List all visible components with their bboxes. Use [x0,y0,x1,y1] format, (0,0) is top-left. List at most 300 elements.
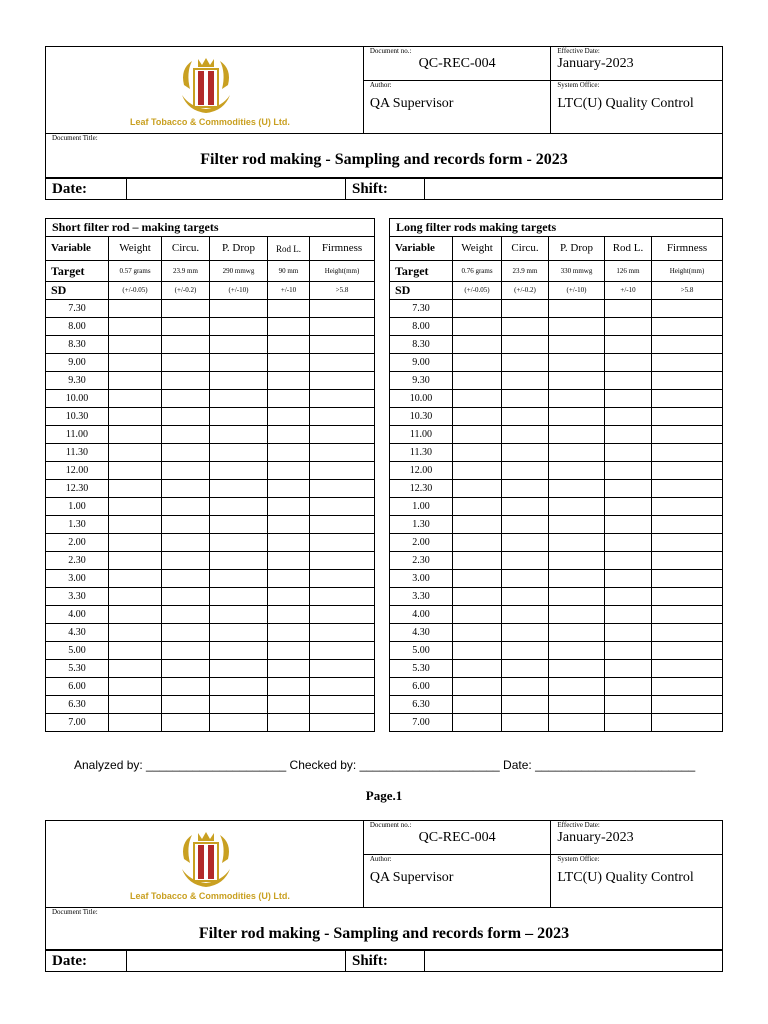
long-entry-cell[interactable] [605,426,652,444]
long-entry-cell[interactable] [502,660,549,678]
short-entry-cell[interactable] [162,678,210,696]
long-time-row [390,606,723,624]
long-entry-cell[interactable] [453,318,502,336]
short-entry-cell[interactable] [162,516,210,534]
long-entry-cell[interactable] [652,408,723,426]
long-entry-cell[interactable] [502,318,549,336]
short-sd-label: SD [46,282,109,300]
long-entry-cell[interactable] [549,606,605,624]
short-entry-cell[interactable] [210,408,268,426]
long-entry-cell[interactable] [652,534,723,552]
short-entry-cell[interactable] [109,516,162,534]
short-entry-cell[interactable] [109,480,162,498]
long-entry-cell[interactable] [502,390,549,408]
short-entry-cell[interactable] [210,696,268,714]
long-entry-cell[interactable] [549,300,605,318]
long-entry-cell[interactable] [605,318,652,336]
long-time-row [390,534,723,552]
short-entry-cell[interactable] [310,372,375,390]
effective-cell [551,47,723,81]
short-entry-cell[interactable] [268,462,310,480]
short-entry-cell[interactable] [210,300,268,318]
short-entry-cell[interactable] [109,390,162,408]
short-entry-cell[interactable] [210,552,268,570]
short-entry-cell[interactable] [162,336,210,354]
short-entry-cell[interactable] [109,570,162,588]
long-entry-cell[interactable] [549,498,605,516]
short-entry-cell[interactable] [162,372,210,390]
long-entry-cell[interactable] [652,480,723,498]
short-entry-cell[interactable] [162,534,210,552]
long-entry-cell[interactable] [502,714,549,732]
long-entry-cell[interactable] [453,462,502,480]
long-entry-cell[interactable] [605,372,652,390]
long-entry-cell[interactable] [605,714,652,732]
long-entry-cell[interactable] [453,642,502,660]
short-entry-cell[interactable] [310,336,375,354]
short-entry-cell[interactable] [268,624,310,642]
long-entry-cell[interactable] [605,642,652,660]
short-filter-table [45,218,375,732]
short-entry-cell[interactable] [109,678,162,696]
doc-title: Filter rod making - Sampling and records form - 2023 [200,151,568,168]
long-entry-cell[interactable] [652,660,723,678]
long-target-rodl: 126 mm [605,261,652,282]
long-entry-cell[interactable] [502,642,549,660]
short-entry-cell[interactable] [162,354,210,372]
short-entry-cell[interactable] [310,354,375,372]
short-entry-cell[interactable] [268,588,310,606]
long-entry-cell[interactable] [453,336,502,354]
short-target-rodl: 90 mm [268,261,310,282]
system-office-cell [551,855,723,908]
short-entry-cell[interactable] [109,624,162,642]
long-entry-cell[interactable] [453,624,502,642]
short-entry-cell[interactable] [268,390,310,408]
long-entry-cell[interactable] [549,534,605,552]
long-entry-cell[interactable] [652,336,723,354]
long-entry-cell[interactable] [652,390,723,408]
long-time-row [390,462,723,480]
short-entry-cell[interactable] [210,660,268,678]
long-time-label: 1.00 [390,498,453,516]
short-time-label: 12.30 [46,480,109,498]
short-entry-cell[interactable] [268,354,310,372]
short-time-row [46,552,375,570]
long-entry-cell[interactable] [652,696,723,714]
short-entry-cell[interactable] [210,588,268,606]
long-entry-cell[interactable] [453,300,502,318]
long-entry-cell[interactable] [453,408,502,426]
long-entry-cell[interactable] [453,354,502,372]
long-entry-cell[interactable] [652,462,723,480]
long-entry-cell[interactable] [652,678,723,696]
short-entry-cell[interactable] [310,534,375,552]
company-logo-icon [178,829,234,891]
short-entry-cell[interactable] [268,552,310,570]
doc-title-cell [46,908,723,950]
system-office: LTC(U) Quality Control [557,96,694,112]
doc-no: QC-REC-004 [418,56,496,71]
short-header-firmness: Firmness [310,237,375,261]
short-entry-cell[interactable] [268,426,310,444]
short-entry-cell[interactable] [310,588,375,606]
short-entry-cell[interactable] [162,390,210,408]
short-entry-cell[interactable] [109,588,162,606]
long-entry-cell[interactable] [502,606,549,624]
short-entry-cell[interactable] [310,498,375,516]
long-entry-cell[interactable] [453,444,502,462]
long-entry-cell[interactable] [502,588,549,606]
long-entry-cell[interactable] [453,588,502,606]
long-target-pdrop: 330 mmwg [549,261,605,282]
short-entry-cell[interactable] [310,390,375,408]
long-entry-cell[interactable] [605,462,652,480]
company-name: Leaf Tobacco & Commodities (U) Ltd. [130,891,290,901]
long-entry-cell[interactable] [502,354,549,372]
short-time-row [46,516,375,534]
long-entry-cell[interactable] [453,552,502,570]
long-entry-cell[interactable] [502,516,549,534]
long-entry-cell[interactable] [549,552,605,570]
short-entry-cell[interactable] [310,714,375,732]
short-entry-cell[interactable] [310,678,375,696]
long-entry-cell[interactable] [605,498,652,516]
long-entry-cell[interactable] [605,624,652,642]
short-entry-cell[interactable] [162,552,210,570]
short-entry-cell[interactable] [162,426,210,444]
short-entry-cell[interactable] [268,678,310,696]
long-sd-circu: (+/-0.2) [502,282,549,300]
long-time-label: 3.00 [390,570,453,588]
short-time-label: 11.30 [46,444,109,462]
long-entry-cell[interactable] [502,408,549,426]
short-entry-cell[interactable] [210,462,268,480]
long-entry-cell[interactable] [549,318,605,336]
short-entry-cell[interactable] [310,462,375,480]
short-entry-cell[interactable] [268,660,310,678]
long-entry-cell[interactable] [453,570,502,588]
short-entry-cell[interactable] [109,552,162,570]
short-entry-cell[interactable] [310,552,375,570]
long-entry-cell[interactable] [549,678,605,696]
long-time-label: 7.30 [390,300,453,318]
long-entry-cell[interactable] [652,714,723,732]
long-entry-cell[interactable] [453,372,502,390]
long-entry-cell[interactable] [549,462,605,480]
long-entry-cell[interactable] [652,372,723,390]
long-entry-cell[interactable] [453,678,502,696]
long-entry-cell[interactable] [605,444,652,462]
long-entry-cell[interactable] [605,552,652,570]
short-entry-cell[interactable] [162,318,210,336]
long-entry-cell[interactable] [502,624,549,642]
long-entry-cell[interactable] [502,534,549,552]
long-entry-cell[interactable] [652,498,723,516]
short-entry-cell[interactable] [162,588,210,606]
long-entry-cell[interactable] [605,570,652,588]
short-entry-cell[interactable] [268,714,310,732]
short-entry-cell[interactable] [310,606,375,624]
short-entry-cell[interactable] [310,624,375,642]
short-time-label: 5.30 [46,660,109,678]
long-entry-cell[interactable] [549,570,605,588]
long-header-pdrop: P. Drop [549,237,605,261]
short-entry-cell[interactable] [310,444,375,462]
short-entry-cell[interactable] [109,372,162,390]
long-entry-cell[interactable] [453,660,502,678]
short-target-pdrop: 290 mmwg [210,261,268,282]
short-entry-cell[interactable] [310,426,375,444]
long-entry-cell[interactable] [549,426,605,444]
short-time-row [46,498,375,516]
long-entry-cell[interactable] [605,660,652,678]
long-entry-cell[interactable] [549,660,605,678]
long-entry-cell[interactable] [549,408,605,426]
long-entry-cell[interactable] [453,696,502,714]
long-section-title: Long filter rods making targets [390,219,723,237]
long-entry-cell[interactable] [453,390,502,408]
long-entry-cell[interactable] [605,300,652,318]
long-entry-cell[interactable] [502,372,549,390]
long-entry-cell[interactable] [549,642,605,660]
long-time-label: 11.00 [390,426,453,444]
short-entry-cell[interactable] [109,696,162,714]
date-field[interactable] [127,951,346,972]
short-entry-cell[interactable] [210,318,268,336]
long-entry-cell[interactable] [453,426,502,444]
short-entry-cell[interactable] [162,462,210,480]
long-time-label: 8.30 [390,336,453,354]
long-entry-cell[interactable] [453,534,502,552]
long-entry-cell[interactable] [605,480,652,498]
short-entry-cell[interactable] [162,642,210,660]
long-entry-cell[interactable] [502,570,549,588]
long-entry-cell[interactable] [549,336,605,354]
long-entry-cell[interactable] [549,588,605,606]
long-time-label: 2.00 [390,534,453,552]
long-entry-cell[interactable] [549,390,605,408]
long-time-row [390,480,723,498]
long-time-label: 11.30 [390,444,453,462]
long-entry-cell[interactable] [549,516,605,534]
long-entry-cell[interactable] [605,354,652,372]
long-entry-cell[interactable] [502,444,549,462]
long-entry-cell[interactable] [652,444,723,462]
short-entry-cell[interactable] [109,354,162,372]
short-entry-cell[interactable] [109,462,162,480]
long-entry-cell[interactable] [502,552,549,570]
long-entry-cell[interactable] [605,588,652,606]
short-entry-cell[interactable] [268,318,310,336]
author-cell [363,81,551,134]
short-entry-cell[interactable] [109,642,162,660]
short-entry-cell[interactable] [162,696,210,714]
long-entry-cell[interactable] [652,516,723,534]
long-target-weight: 0.76 grams [453,261,502,282]
long-entry-cell[interactable] [605,696,652,714]
long-entry-cell[interactable] [605,516,652,534]
long-entry-cell[interactable] [652,570,723,588]
long-entry-cell[interactable] [502,696,549,714]
short-entry-cell[interactable] [210,642,268,660]
short-entry-cell[interactable] [268,480,310,498]
short-entry-cell[interactable] [162,570,210,588]
short-entry-cell[interactable] [268,516,310,534]
short-entry-cell[interactable] [109,714,162,732]
long-entry-cell[interactable] [605,408,652,426]
short-entry-cell[interactable] [310,480,375,498]
long-entry-cell[interactable] [502,462,549,480]
short-entry-cell[interactable] [210,606,268,624]
short-entry-cell[interactable] [268,570,310,588]
short-entry-cell[interactable] [310,696,375,714]
long-entry-cell[interactable] [652,318,723,336]
author: QA Supervisor [369,870,454,886]
short-entry-cell[interactable] [109,426,162,444]
short-entry-cell[interactable] [210,624,268,642]
long-entry-cell[interactable] [549,696,605,714]
long-entry-cell[interactable] [652,606,723,624]
short-entry-cell[interactable] [162,300,210,318]
short-entry-cell[interactable] [210,516,268,534]
short-entry-cell[interactable] [210,570,268,588]
short-time-label: 7.30 [46,300,109,318]
short-time-row [46,480,375,498]
long-entry-cell[interactable] [652,300,723,318]
short-entry-cell[interactable] [210,534,268,552]
short-entry-cell[interactable] [162,444,210,462]
long-entry-cell[interactable] [549,444,605,462]
long-entry-cell[interactable] [549,480,605,498]
short-entry-cell[interactable] [268,336,310,354]
short-entry-cell[interactable] [162,408,210,426]
short-entry-cell[interactable] [210,354,268,372]
short-entry-cell[interactable] [310,516,375,534]
short-entry-cell[interactable] [210,444,268,462]
long-entry-cell[interactable] [652,354,723,372]
long-entry-cell[interactable] [605,678,652,696]
short-entry-cell[interactable] [162,606,210,624]
short-entry-cell[interactable] [268,606,310,624]
long-entry-cell[interactable] [453,498,502,516]
short-entry-cell[interactable] [109,444,162,462]
shift-field[interactable] [425,951,723,972]
long-entry-cell[interactable] [549,714,605,732]
long-entry-cell[interactable] [652,642,723,660]
long-entry-cell[interactable] [453,480,502,498]
long-entry-cell[interactable] [453,606,502,624]
long-entry-cell[interactable] [652,588,723,606]
short-entry-cell[interactable] [310,318,375,336]
long-entry-cell[interactable] [652,426,723,444]
long-entry-cell[interactable] [605,390,652,408]
short-entry-cell[interactable] [310,660,375,678]
short-entry-cell[interactable] [310,570,375,588]
long-entry-cell[interactable] [502,300,549,318]
short-entry-cell[interactable] [162,660,210,678]
long-entry-cell[interactable] [549,354,605,372]
long-time-label: 12.30 [390,480,453,498]
long-entry-cell[interactable] [549,624,605,642]
short-entry-cell[interactable] [109,606,162,624]
short-entry-cell[interactable] [109,660,162,678]
long-entry-cell[interactable] [453,516,502,534]
short-entry-cell[interactable] [268,642,310,660]
long-entry-cell[interactable] [652,624,723,642]
long-entry-cell[interactable] [502,678,549,696]
date-field[interactable] [127,179,346,200]
short-entry-cell[interactable] [109,336,162,354]
long-entry-cell[interactable] [605,534,652,552]
short-time-label: 8.00 [46,318,109,336]
long-header-variable: Variable [390,237,453,261]
short-entry-cell[interactable] [268,534,310,552]
short-entry-cell[interactable] [210,678,268,696]
short-entry-cell[interactable] [109,534,162,552]
short-entry-cell[interactable] [268,696,310,714]
short-header-circu: Circu. [162,237,210,261]
short-entry-cell[interactable] [162,714,210,732]
long-entry-cell[interactable] [549,372,605,390]
short-time-label: 10.30 [46,408,109,426]
short-time-label: 1.00 [46,498,109,516]
short-entry-cell[interactable] [162,624,210,642]
short-entry-cell[interactable] [310,300,375,318]
short-entry-cell[interactable] [268,372,310,390]
short-entry-cell[interactable] [210,372,268,390]
long-entry-cell[interactable] [453,714,502,732]
short-entry-cell[interactable] [109,300,162,318]
long-time-label: 4.00 [390,606,453,624]
short-entry-cell[interactable] [162,498,210,516]
short-entry-cell[interactable] [210,714,268,732]
short-entry-cell[interactable] [210,480,268,498]
short-entry-cell[interactable] [210,336,268,354]
long-entry-cell[interactable] [502,498,549,516]
long-sd-label: SD [390,282,453,300]
short-entry-cell[interactable] [268,444,310,462]
short-entry-cell[interactable] [268,300,310,318]
long-sd-weight: (+/-0.05) [453,282,502,300]
long-entry-cell[interactable] [502,336,549,354]
short-entry-cell[interactable] [268,498,310,516]
short-sd-rodl: +/-10 [268,282,310,300]
short-entry-cell[interactable] [310,408,375,426]
short-entry-cell[interactable] [268,408,310,426]
short-entry-cell[interactable] [162,480,210,498]
short-entry-cell[interactable] [210,498,268,516]
shift-field[interactable] [425,179,723,200]
short-entry-cell[interactable] [109,498,162,516]
short-entry-cell[interactable] [109,408,162,426]
short-entry-cell[interactable] [210,390,268,408]
long-entry-cell[interactable] [605,606,652,624]
long-entry-cell[interactable] [652,552,723,570]
long-time-row [390,300,723,318]
signoff-line: Analyzed by: _____________________ Checked by: _____________________ Date: ________________________ [74,758,696,772]
short-entry-cell[interactable] [210,426,268,444]
long-header-weight: Weight [453,237,502,261]
short-entry-cell[interactable] [310,642,375,660]
long-entry-cell[interactable] [502,480,549,498]
long-entry-cell[interactable] [605,336,652,354]
short-time-label: 3.30 [46,588,109,606]
long-entry-cell[interactable] [502,426,549,444]
date-label: Date: [46,179,127,200]
short-entry-cell[interactable] [109,318,162,336]
short-time-label: 10.00 [46,390,109,408]
